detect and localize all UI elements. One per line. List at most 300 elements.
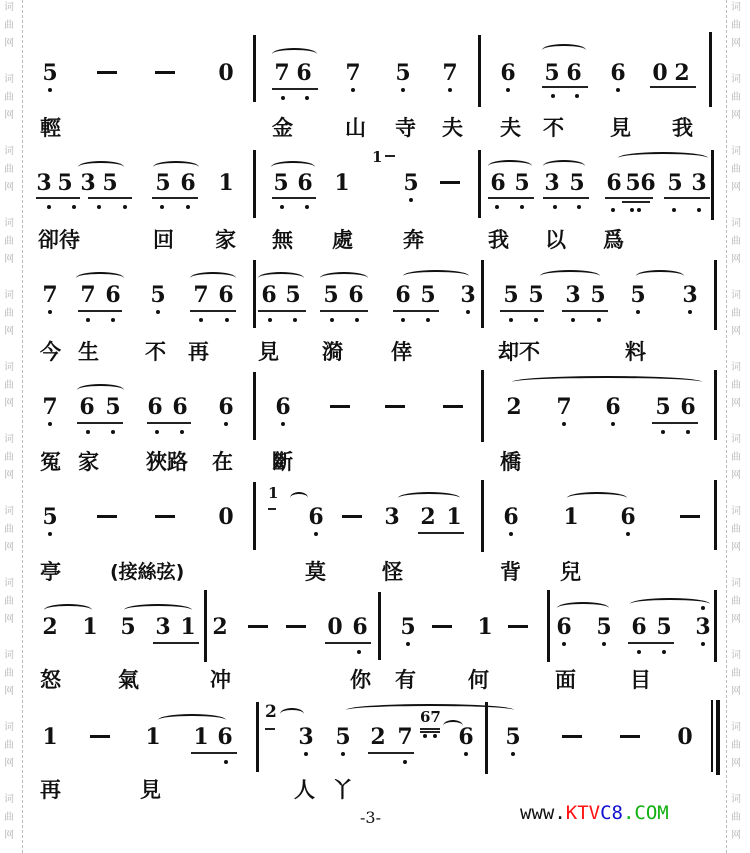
- note: 6: [180, 170, 196, 196]
- note: 5: [105, 394, 121, 420]
- octave-dot: [426, 318, 430, 322]
- note: 5: [155, 170, 171, 196]
- lyric: 家: [78, 450, 99, 474]
- duration-underline: [78, 310, 122, 312]
- note: 5: [400, 614, 416, 640]
- octave-dot: [520, 205, 524, 209]
- duration-underline: [77, 422, 123, 424]
- barline: [253, 35, 256, 102]
- note: 6: [606, 170, 622, 196]
- barline: [253, 372, 256, 440]
- lyric: 冲: [210, 668, 231, 692]
- watermark-char: 曲: [731, 164, 741, 175]
- barline: [256, 702, 259, 772]
- note: 1: [334, 170, 350, 196]
- watermark-char: 网: [731, 110, 741, 121]
- octave-dot: [48, 422, 52, 426]
- lyric: 卻待: [38, 228, 80, 252]
- barline: [714, 590, 717, 662]
- watermark-char: 词: [731, 722, 741, 733]
- barline: [716, 700, 720, 775]
- watermark-char: 曲: [4, 308, 14, 319]
- lyric: 有: [395, 668, 416, 692]
- note: 3: [695, 614, 711, 640]
- watermark-char: 词: [731, 578, 741, 589]
- note: 3: [384, 504, 400, 530]
- note: 6: [680, 394, 696, 420]
- lyric: 狹路: [146, 450, 188, 474]
- note: 6: [352, 614, 368, 640]
- note: 2: [506, 394, 522, 420]
- note: 2: [212, 614, 228, 640]
- duration-underline: [147, 422, 191, 424]
- note: 0: [218, 60, 234, 86]
- watermark-char: 网: [4, 38, 14, 49]
- watermark-char: 网: [731, 326, 741, 337]
- extension-dash: [443, 405, 463, 408]
- note: 2: [420, 504, 436, 530]
- note: 5: [150, 282, 166, 308]
- octave-dot: [662, 650, 666, 654]
- lyric: 何: [468, 668, 489, 692]
- note: 1: [563, 504, 579, 530]
- watermark-char: 曲: [4, 236, 14, 247]
- watermark-char: 网: [4, 398, 14, 409]
- note: 2: [674, 60, 690, 86]
- lyric: 無: [272, 228, 293, 252]
- note: 1: [218, 170, 234, 196]
- octave-dot: [562, 422, 566, 426]
- duration-underline: [500, 310, 544, 312]
- lyric: 橋: [500, 450, 521, 474]
- note: 6: [79, 394, 95, 420]
- watermark-char: 词: [4, 578, 14, 589]
- lyric: 漪: [322, 340, 343, 364]
- barline: [547, 590, 550, 662]
- note: 5: [42, 60, 58, 86]
- note: 7: [397, 724, 413, 750]
- octave-dot: [224, 760, 228, 764]
- octave-dot: [688, 310, 692, 314]
- lyric: 生: [78, 340, 99, 364]
- note: 6: [490, 170, 506, 196]
- note: 3: [36, 170, 52, 196]
- watermark-char: 曲: [4, 596, 14, 607]
- grace-note: 1: [372, 148, 383, 166]
- octave-dot: [577, 205, 581, 209]
- octave-dot: [406, 642, 410, 646]
- lyric: 面: [555, 668, 576, 692]
- slur: [630, 598, 710, 610]
- extension-dash: [155, 515, 175, 518]
- note: 5: [503, 282, 519, 308]
- extension-dash: [155, 71, 175, 74]
- note: 5: [514, 170, 530, 196]
- site-c8: C8: [600, 802, 623, 824]
- note: 1: [180, 614, 196, 640]
- watermark-char: 网: [731, 254, 741, 265]
- note: 6: [275, 394, 291, 420]
- lyric: 輕: [40, 116, 61, 140]
- slur: [403, 270, 469, 282]
- octave-dot: [355, 318, 359, 322]
- watermark-char: 曲: [4, 812, 14, 823]
- watermark-char: 词: [4, 434, 14, 445]
- note: 5: [569, 170, 585, 196]
- note: 5: [120, 614, 136, 640]
- watermark-char: 网: [731, 614, 741, 625]
- octave-dot: [281, 422, 285, 426]
- watermark-char: 网: [731, 182, 741, 193]
- octave-dot: [48, 88, 52, 92]
- watermark-char: 网: [4, 614, 14, 625]
- watermark-char: 网: [731, 470, 741, 481]
- octave-dot: [280, 205, 284, 209]
- watermark-char: 曲: [731, 596, 741, 607]
- octave-dot: [86, 318, 90, 322]
- duration-underline: [265, 728, 275, 730]
- octave-dot: [697, 208, 701, 212]
- extension-dash: [562, 735, 582, 738]
- note: 6: [631, 614, 647, 640]
- octave-dot: [448, 88, 452, 92]
- lyric: 兒: [560, 560, 581, 584]
- lyric: 在: [212, 450, 233, 474]
- note: 5: [596, 614, 612, 640]
- octave-dot: [409, 198, 413, 202]
- watermark-char: 词: [731, 794, 741, 805]
- watermark-char: 曲: [731, 740, 741, 751]
- octave-dot: [672, 208, 676, 212]
- octave-dot: [616, 88, 620, 92]
- watermark-char: 词: [4, 506, 14, 517]
- octave-dot: [314, 532, 318, 536]
- octave-dot: [551, 94, 555, 98]
- octave-dot: [123, 205, 127, 209]
- watermark-char: 曲: [4, 740, 14, 751]
- score-row-2: [0, 150, 750, 260]
- note: 1: [446, 504, 462, 530]
- watermark-char: 网: [4, 830, 14, 841]
- lyric: 寺: [395, 116, 416, 140]
- barline: [481, 260, 484, 328]
- watermark-char: 网: [731, 758, 741, 769]
- score-row-5: [0, 480, 750, 590]
- octave-dot: [423, 734, 427, 738]
- octave-dot: [305, 205, 309, 209]
- octave-dot: [199, 318, 203, 322]
- watermark-char: 词: [4, 74, 14, 85]
- watermark-char: 曲: [4, 668, 14, 679]
- note: 6: [566, 60, 582, 86]
- octave-dot: [611, 208, 615, 212]
- octave-dot: [341, 752, 345, 756]
- octave-dot: [401, 88, 405, 92]
- watermark-char: 词: [4, 218, 14, 229]
- lyric: 爲: [603, 228, 624, 252]
- note: 5: [395, 60, 411, 86]
- note: 6: [296, 60, 312, 86]
- watermark-char: 词: [4, 290, 14, 301]
- duration-underline: [393, 310, 439, 312]
- slur: [158, 714, 226, 726]
- duration-underline: [272, 197, 316, 199]
- octave-dot: [225, 318, 229, 322]
- slur: [540, 270, 600, 282]
- extension-dash: [620, 735, 640, 738]
- score-row-7: [0, 700, 750, 800]
- slur: [542, 44, 586, 56]
- grace-note: 1: [268, 484, 279, 502]
- lyric: 你: [350, 668, 371, 692]
- note: 6: [503, 504, 519, 530]
- note: 6: [458, 724, 474, 750]
- watermark-char: 曲: [731, 92, 741, 103]
- watermark-char: 曲: [4, 164, 14, 175]
- note: 3: [80, 170, 96, 196]
- note: 3: [298, 724, 314, 750]
- extension-dash: [440, 181, 460, 184]
- barline: [485, 702, 488, 774]
- octave-dot: [351, 88, 355, 92]
- note: 5: [420, 282, 436, 308]
- note: 5: [656, 614, 672, 640]
- site-ktv: KTV: [565, 802, 601, 824]
- watermark-char: 曲: [731, 380, 741, 391]
- watermark-char: 词: [4, 146, 14, 157]
- octave-dot: [72, 205, 76, 209]
- duration-underline: [325, 642, 371, 644]
- octave-dot: [357, 650, 361, 654]
- note: 5: [102, 170, 118, 196]
- note: 3: [460, 282, 476, 308]
- note: 6: [610, 60, 626, 86]
- site-com: .COM: [622, 802, 669, 824]
- note: 5: [57, 170, 73, 196]
- slur: [512, 376, 702, 388]
- octave-dot: [553, 205, 557, 209]
- octave-dot: [575, 94, 579, 98]
- watermark-char: 词: [731, 218, 741, 229]
- octave-dot: [571, 318, 575, 322]
- lyric: 丫: [332, 778, 353, 802]
- note: 1: [193, 724, 209, 750]
- note: 7: [274, 60, 290, 86]
- lyric: 家: [215, 228, 236, 252]
- extension-dash: [286, 625, 306, 628]
- slur: [398, 492, 460, 504]
- barline: [253, 150, 256, 218]
- barline: [714, 260, 717, 330]
- note: 1: [42, 724, 58, 750]
- octave-dot: [47, 205, 51, 209]
- grace-note: 67: [420, 708, 441, 726]
- watermark-char: 词: [731, 362, 741, 373]
- lyric: 夫: [500, 116, 521, 140]
- extension-dash: [508, 625, 528, 628]
- octave-dot: [330, 318, 334, 322]
- note: 6: [348, 282, 364, 308]
- watermark-char: 词: [4, 650, 14, 661]
- extension-dash: [432, 625, 452, 628]
- duration-underline: [152, 197, 198, 199]
- note: 6: [105, 282, 121, 308]
- duration-underline: [543, 197, 589, 199]
- watermark-char: 词: [731, 74, 741, 85]
- note: 0: [652, 60, 668, 86]
- octave-dot: [602, 642, 606, 646]
- barline: [709, 32, 712, 107]
- lyric: 夫: [442, 116, 463, 140]
- watermark-char: 词: [4, 794, 14, 805]
- note: 3: [682, 282, 698, 308]
- watermark-char: 曲: [731, 20, 741, 31]
- slur: [557, 602, 609, 614]
- octave-dot: [506, 88, 510, 92]
- watermark-char: 网: [4, 686, 14, 697]
- duration-underline: [258, 310, 306, 312]
- watermark-char: 网: [731, 830, 741, 841]
- octave-dot: [466, 310, 470, 314]
- note: 6: [640, 170, 656, 196]
- lyric: 再: [40, 778, 61, 802]
- lyric: 以: [545, 228, 566, 252]
- slur: [280, 708, 304, 720]
- duration-underline: [190, 310, 236, 312]
- note: 5: [625, 170, 641, 196]
- watermark-char: 曲: [4, 92, 14, 103]
- octave-dot: [509, 318, 513, 322]
- note: 6: [261, 282, 277, 308]
- duration-underline: [272, 88, 318, 90]
- note: 7: [42, 282, 58, 308]
- duration-underline: [368, 752, 414, 754]
- watermark-char: 网: [731, 398, 741, 409]
- barline: [481, 480, 484, 552]
- lyric: 料: [625, 340, 646, 364]
- note: 6: [620, 504, 636, 530]
- note: 6: [147, 394, 163, 420]
- watermark-char: 词: [4, 362, 14, 373]
- lyric: 却不: [498, 340, 540, 364]
- duration-underline: [622, 201, 650, 203]
- duration-underline: [191, 752, 237, 754]
- octave-dot: [701, 642, 705, 646]
- slur: [272, 48, 317, 60]
- octave-dot: [97, 205, 101, 209]
- note: 0: [327, 614, 343, 640]
- lyric: (接絲弦): [110, 561, 185, 583]
- note: 6: [218, 282, 234, 308]
- watermark-char: 网: [4, 182, 14, 193]
- watermark-char: 曲: [731, 812, 741, 823]
- watermark-char: 网: [731, 542, 741, 553]
- note: 5: [403, 170, 419, 196]
- watermark-char: 网: [4, 542, 14, 553]
- watermark-char: 词: [4, 722, 14, 733]
- lyric: 莫: [305, 560, 326, 584]
- watermark-char: 词: [731, 290, 741, 301]
- watermark-char: 曲: [4, 452, 14, 463]
- octave-dot: [268, 318, 272, 322]
- barline: [253, 482, 256, 550]
- lyric: 怒: [40, 668, 61, 692]
- lyric: 目: [630, 668, 651, 692]
- duration-underline: [488, 197, 534, 199]
- barline: [481, 370, 484, 442]
- score-row-1: [0, 0, 750, 150]
- lyric: 再: [188, 340, 209, 364]
- note: 7: [193, 282, 209, 308]
- octave-dot: [495, 205, 499, 209]
- watermark-char: 曲: [4, 20, 14, 31]
- octave-dot: [701, 606, 705, 610]
- extension-dash: [97, 71, 117, 74]
- duration-underline: [628, 642, 674, 644]
- octave-dot: [156, 310, 160, 314]
- lyric: 見: [140, 778, 161, 802]
- lyric: 倖: [391, 340, 412, 364]
- slur: [618, 152, 708, 164]
- lyric: 回: [153, 228, 174, 252]
- watermark-char: 曲: [731, 524, 741, 535]
- barline: [253, 260, 256, 328]
- note: 6: [308, 504, 324, 530]
- site-watermark: [520, 802, 669, 824]
- note: 3: [544, 170, 560, 196]
- lyric: 見: [610, 116, 631, 140]
- octave-dot: [630, 208, 634, 212]
- octave-dot: [433, 734, 437, 738]
- duration-underline: [385, 155, 395, 157]
- extension-dash: [385, 405, 405, 408]
- note: 7: [345, 60, 361, 86]
- note: 6: [172, 394, 188, 420]
- lyric: 氣: [118, 668, 139, 692]
- duration-underline: [36, 197, 80, 199]
- score-row-3: [0, 260, 750, 370]
- duration-underline: [664, 197, 710, 199]
- watermark-char: 曲: [4, 380, 14, 391]
- watermark-char: 曲: [731, 308, 741, 319]
- octave-dot: [637, 208, 641, 212]
- octave-dot: [403, 760, 407, 764]
- octave-dot: [305, 96, 309, 100]
- note: 5: [285, 282, 301, 308]
- note: 6: [218, 394, 234, 420]
- final-barline: [711, 700, 713, 772]
- barline: [714, 480, 717, 550]
- barline: [378, 592, 381, 660]
- octave-dot: [509, 532, 513, 536]
- extension-dash: [248, 625, 268, 628]
- octave-dot: [111, 430, 115, 434]
- duration-underline: [153, 642, 199, 644]
- page-number: -3-: [360, 808, 381, 827]
- octave-dot: [111, 318, 115, 322]
- note: 6: [297, 170, 313, 196]
- lyric: 金: [272, 116, 293, 140]
- watermark-char: 词: [731, 146, 741, 157]
- octave-dot: [637, 650, 641, 654]
- octave-dot: [160, 205, 164, 209]
- octave-dot: [293, 318, 297, 322]
- lyric: 山: [345, 116, 366, 140]
- octave-dot: [180, 430, 184, 434]
- duration-underline: [88, 197, 132, 199]
- note: 5: [42, 504, 58, 530]
- duration-underline: [652, 422, 698, 424]
